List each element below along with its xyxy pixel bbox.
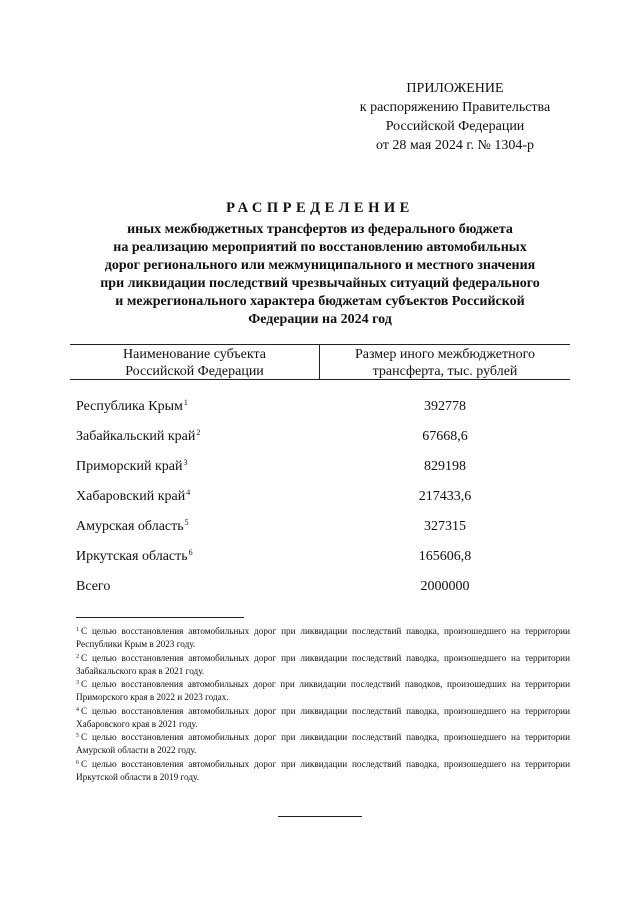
footnote-mark: 1 (76, 627, 79, 633)
appendix-line: ПРИЛОЖЕНИЕ (406, 81, 504, 96)
appendix-line: от 28 мая 2024 г. № 1304-р (375, 138, 535, 153)
document-subtitle (40, 221, 600, 329)
footnote: $^3$ С целью восстановления автомобильных дорог при ликвидации последствий паводков, произошедших на территории Приморского края в 2022 и 2023 годах. (76, 679, 570, 702)
transfer-amount: 829198 (424, 459, 466, 474)
appendix-line: Российской Федерации (385, 119, 525, 134)
table-top-rule (70, 344, 570, 345)
total-label: Всего (76, 579, 111, 594)
region-name: Забайкальский край$^2$ (76, 428, 201, 444)
footnote-ref: 6 (188, 548, 193, 557)
subtitle-line: и межрегионального характера бюджетам субъектов Российской (115, 294, 525, 309)
footnote-ref: 5 (184, 518, 189, 527)
footnote: $^1$ С целью восстановления автомобильных дорог при ликвидации последствий паводка, произошедшего на территории Республики Крым в 2023 году. (76, 626, 570, 649)
document-end-rule (278, 816, 362, 817)
transfer-amount: 67668,6 (422, 429, 468, 444)
footnote-ref: 1 (183, 398, 188, 407)
column-header-line: трансферта, тыс. рублей (372, 364, 518, 379)
region-name: Республика Крым$^1$ (76, 398, 188, 414)
subtitle-line: дорог регионального или межмуниципального и местного значения (104, 258, 536, 273)
region-name: Амурская область$^5$ (76, 518, 189, 534)
table-row (76, 485, 570, 515)
footnote: $^2$ С целью восстановления автомобильных дорог при ликвидации последствий паводка, произошедшего на территории Забайкальского края в 2021 году. (76, 652, 570, 676)
footnotes-block (76, 625, 570, 784)
region-name: Хабаровский край$^4$ (76, 488, 191, 504)
region-name: Иркутская область$^6$ (76, 548, 193, 564)
footnote: $^4$ С целью восстановления автомобильных дорог при ликвидации последствий паводка, произошедшего на территории Хабаровского края в 2021 году. (76, 705, 570, 729)
document-title: РАСПРЕДЕЛЕНИЕ (226, 200, 414, 216)
appendix-line: к распоряжению Правительства (359, 100, 551, 115)
footnote-mark: 6 (76, 759, 79, 766)
table-row-total (76, 575, 570, 605)
region-name: Приморский край$^3$ (76, 458, 188, 474)
footnote-mark: 3 (76, 680, 79, 686)
column-header-region (70, 346, 319, 380)
column-header-line: Размер иного межбюджетного (354, 347, 536, 362)
table-row (76, 455, 570, 485)
subtitle-line: Федерации на 2024 год (248, 312, 392, 327)
footnote-mark: 4 (76, 706, 79, 713)
table-row (76, 515, 570, 545)
footnote-ref: 3 (183, 458, 188, 467)
transfer-amount: 327315 (424, 519, 466, 534)
footnote: $^6$ С целью восстановления автомобильных дорог при ликвидации последствий паводка, произошедшего на территории Иркутской области в 2019 году. (76, 758, 570, 782)
footnote-mark: 2 (76, 653, 79, 660)
transfer-amount: 165606,8 (418, 549, 472, 564)
footnote: $^5$ С целью восстановления автомобильных дорог при ликвидации последствий паводка, произошедшего на территории Амурской области в 2022 году. (76, 732, 570, 755)
subtitle-line: иных межбюджетных трансфертов из федерального бюджета (127, 222, 513, 237)
footnote-ref: 4 (186, 488, 191, 497)
column-header-line: Российской Федерации (125, 364, 264, 379)
footnote-mark: 5 (76, 733, 79, 739)
transfer-amount: 217433,6 (418, 489, 472, 504)
transfer-amount: 392778 (424, 399, 466, 414)
table-row (76, 395, 570, 425)
footnote-separator (76, 617, 244, 618)
table-body (76, 395, 570, 605)
subtitle-line: при ликвидации последствий чрезвычайных ситуаций федерального (100, 276, 540, 291)
column-header-line: Наименование субъекта (123, 347, 266, 362)
table-row (76, 545, 570, 575)
footnote-ref: 2 (196, 428, 201, 437)
subtitle-line: на реализацию мероприятий по восстановлению автомобильных (113, 240, 527, 255)
appendix-block (340, 79, 570, 155)
total-amount: 2000000 (420, 579, 470, 594)
column-header-amount (320, 346, 570, 380)
table-row (76, 425, 570, 455)
